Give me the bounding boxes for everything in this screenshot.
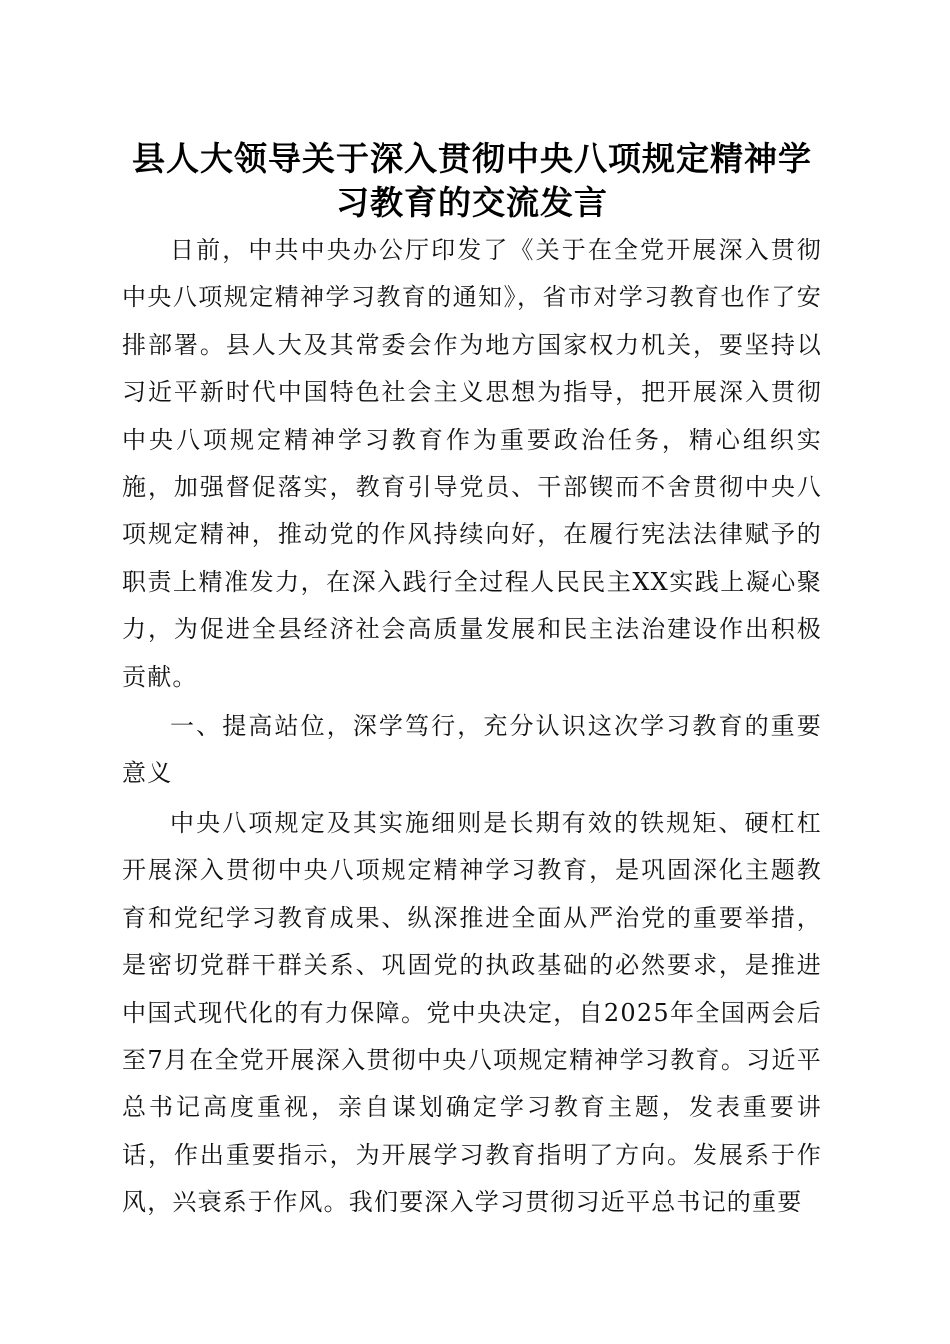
document-title: 县人大领导关于深入贯彻中央八项规定精神学习教育的交流发言 — [132, 139, 812, 222]
section-heading-1: 一、提高站位，深学笃行，充分认识这次学习教育的重要意义 — [122, 712, 822, 788]
paragraph-section-1: 中央八项规定及其实施细则是长期有效的铁规矩、硬杠杠开展深入贯彻中央八项规定精神学习教育，是巩固深化主题教育和党纪学习教育成果、纵深推进全面从严治党的重要举措，是密切党群干群关系、巩固党的执政基础的必然要求，是推进中国式现代化的有力保障。党中央决定，自2025年全国两会后至7月在全党开展深入贯彻中央八项规定精神学习教育。习近平总书记高度重视，亲自谋划确定学习教育主题，发表重要讲话，作出重要指示，为开展学习教育指明了方向。发展系于作风，兴衰系于作风。我们要深入学习贯彻习近平总书记的重要 — [122, 808, 822, 1217]
document-body — [122, 137, 822, 1227]
paragraph-intro: 日前，中共中央办公厅印发了《关于在全党开展深入贯彻中央八项规定精神学习教育的通知》，省市对学习教育也作了安排部署。县人大及其常委会作为地方国家权力机关，要坚持以习近平新时代中国特色社会主义思想为指导，把开展深入贯彻中央八项规定精神学习教育作为重要政治任务，精心组织实施，加强督促落实，教育引导党员、干部锲而不舍贯彻中央八项规定精神，推动党的作风持续向好，在履行宪法法律赋予的职责上精准发力，在深入践行全过程人民民主XX实践上凝心聚力，为促进全县经济社会高质量发展和民主法治建设作出积极贡献。 — [122, 236, 822, 691]
